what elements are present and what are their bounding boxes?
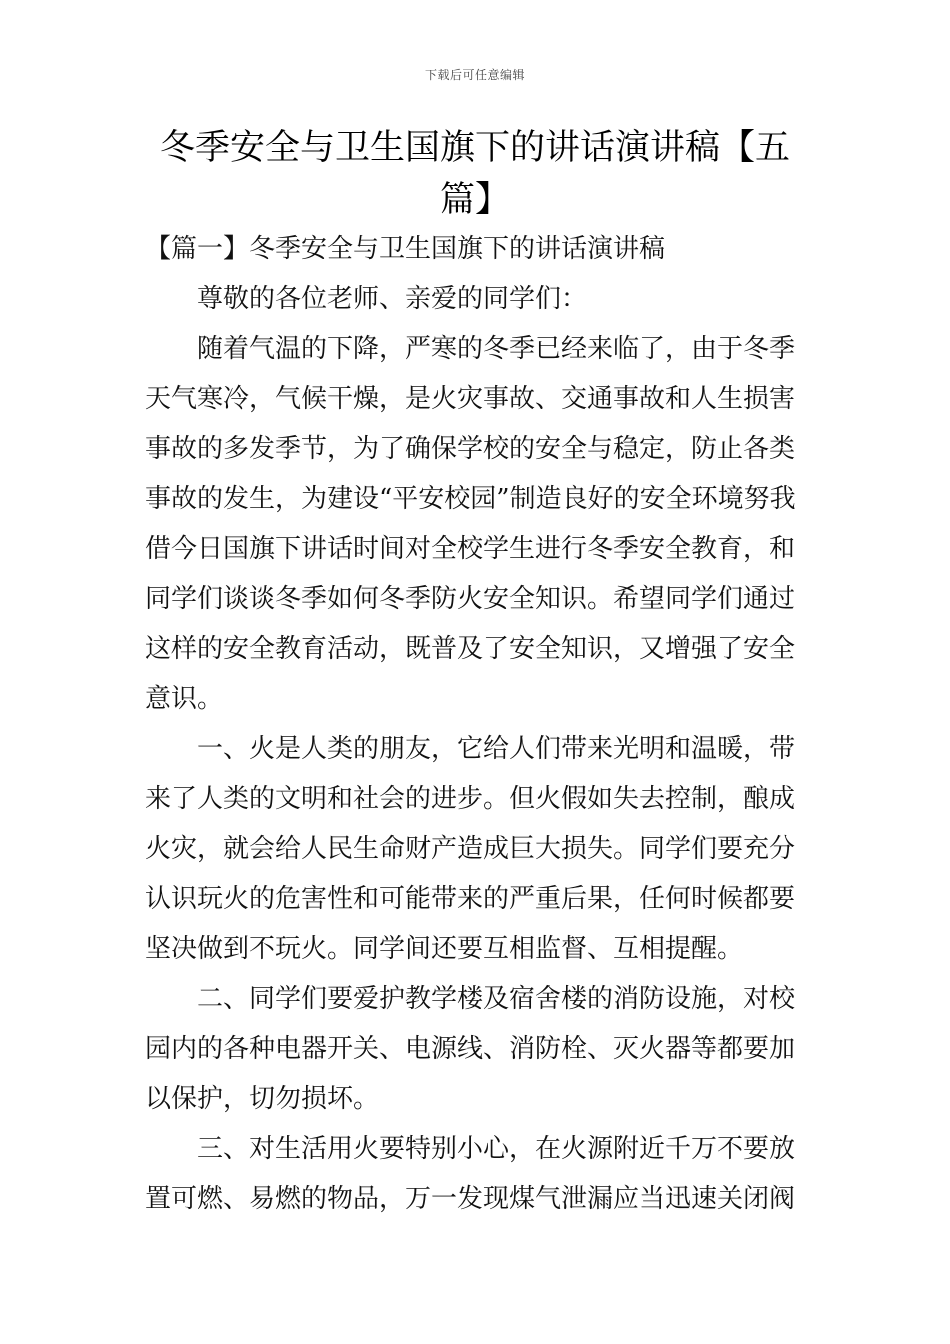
paragraph-point-one: 一、火是人类的朋友，它给人们带来光明和温暖，带来了人类的文明和社会的进步。但火假如失去控制，酿成火灾，就会给人民生命财产造成巨大损失。同学们要充分认识玩火的危害性和可能带来的严重后果，任何时候都要坚决做到不玩火。同学间还要互相监督、互相提醒。 xyxy=(145,734,796,964)
paragraph-point-three: 三、对生活用火要特别小心，在火源附近千万不要放置可燃、易燃的物品，万一发现煤气泄漏应当迅速关闭阀 xyxy=(145,1134,796,1214)
paragraph-intro: 随着气温的下降，严寒的冬季已经来临了，由于冬季天气寒冷，气候干燥，是火灾事故、交通事故和人生损害事故的多发季节，为了确保学校的安全与稳定，防止各类事故的发生，为建设“平安校园”制造良好的安全环境努我借今日国旗下讲话时间对全校学生进行冬季安全教育，和同学们谈谈冬季如何冬季防火安全知识。希望同学们通过这样的安全教育活动，既普及了安全知识，又增强了安全意识。 xyxy=(145,334,796,714)
download-note: 下载后可任意编辑 xyxy=(424,68,525,82)
document-body xyxy=(145,224,807,1224)
paragraph-point-two: 二、同学们要爱护教学楼及宿舍楼的消防设施，对校园内的各种电器开关、电源线、消防栓、灭火器等都要加以保护，切勿损坏。 xyxy=(145,984,796,1114)
section-heading: 【篇一】冬季安全与卫生国旗下的讲话演讲稿 xyxy=(145,234,666,264)
greeting: 尊敬的各位老师、亲爱的同学们： xyxy=(197,284,588,314)
document-title: 冬季安全与卫生国旗下的讲话演讲稿【五篇】 xyxy=(159,128,790,220)
